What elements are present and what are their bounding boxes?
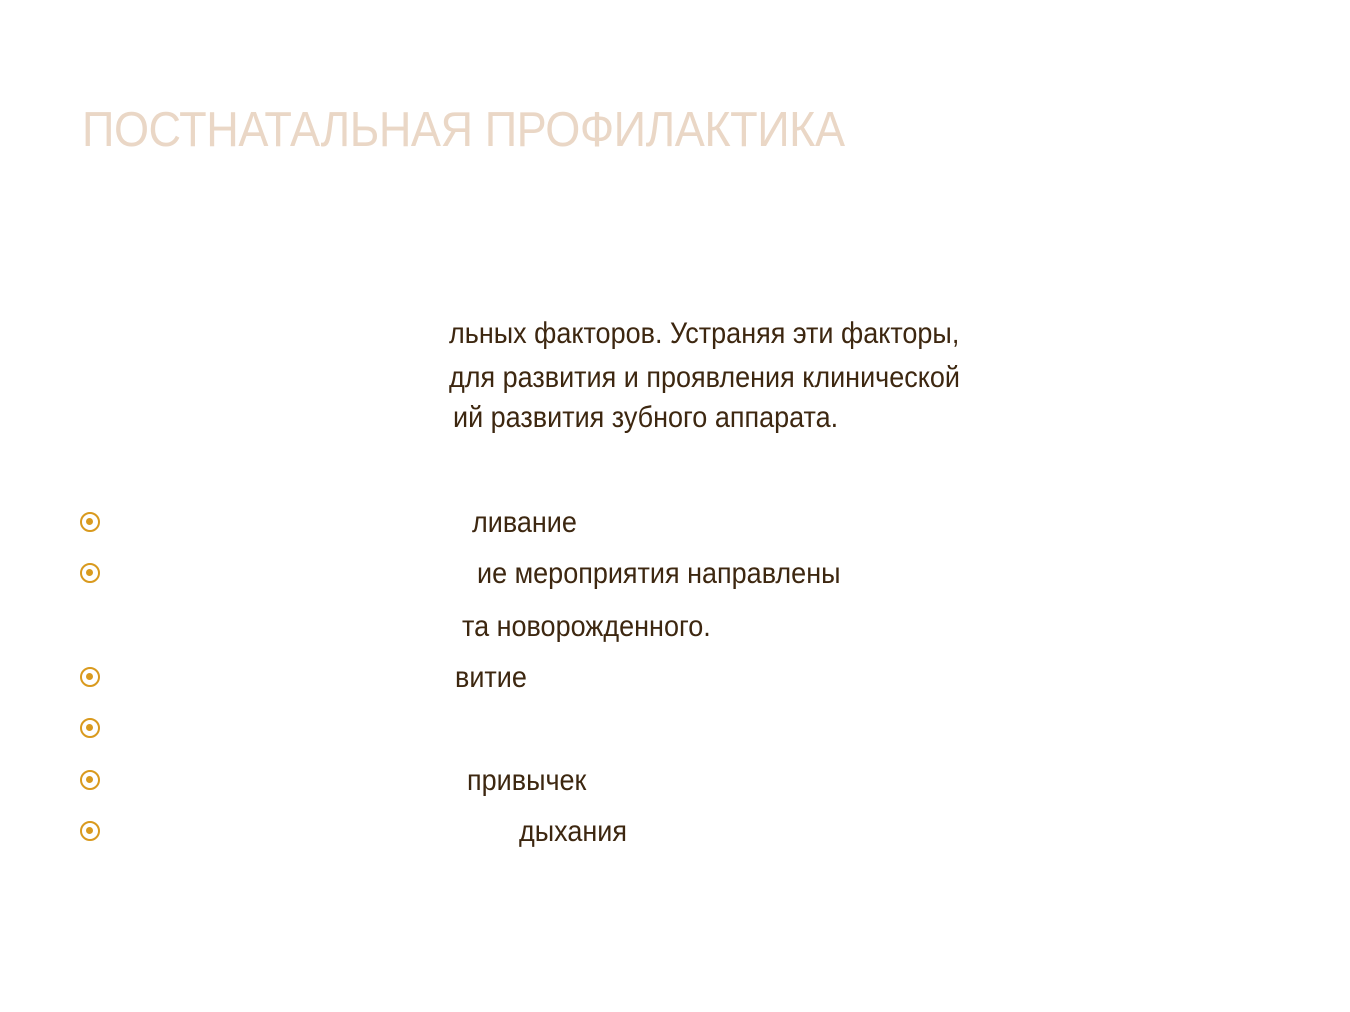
slide-title: ПОСТНАТАЛЬНАЯ ПРОФИЛАКТИКА bbox=[82, 103, 845, 157]
list-item: ие мероприятия направлены bbox=[477, 557, 841, 590]
list-item-continuation: та новорожденного. bbox=[462, 610, 711, 643]
bullet-icon bbox=[80, 512, 100, 532]
list-item: ливание bbox=[472, 506, 577, 539]
intro-line: ий развития зубного аппарата. bbox=[453, 401, 839, 434]
intro-line: льных факторов. Устраняя эти факторы, bbox=[449, 317, 960, 350]
bullet-icon bbox=[80, 667, 100, 687]
bullet-icon bbox=[80, 821, 100, 841]
list-item: привычек bbox=[467, 764, 587, 797]
bullet-icon bbox=[80, 770, 100, 790]
bullet-icon bbox=[80, 563, 100, 583]
intro-line: для развития и проявления клинической bbox=[449, 361, 960, 394]
list-item: дыхания bbox=[519, 815, 627, 848]
bullet-icon bbox=[80, 718, 100, 738]
list-item: витие bbox=[455, 661, 527, 694]
